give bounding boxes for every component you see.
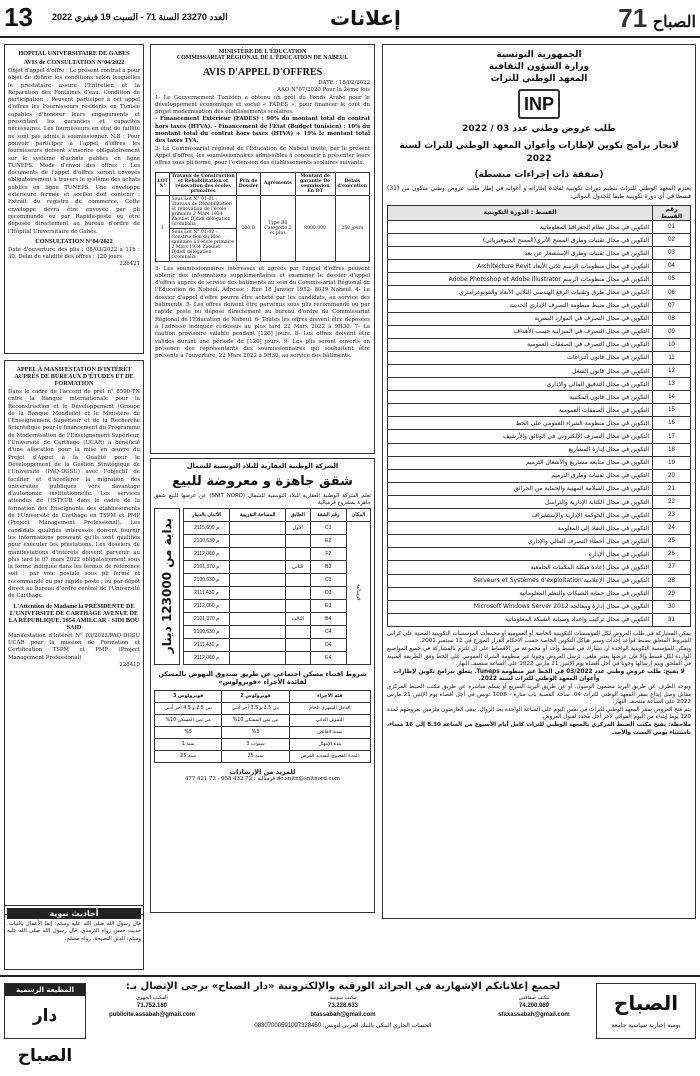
foprolos-table	[154, 690, 371, 763]
table-row	[388, 338, 691, 351]
lot-table	[155, 172, 370, 262]
contact-title: للمزيد من الإرشادات	[229, 767, 296, 776]
office-name: مكتب سوسة	[329, 995, 357, 1001]
table-row	[388, 509, 691, 522]
th-prix: Prix de Dossier	[236, 172, 260, 195]
table-row	[388, 469, 691, 482]
page-header	[0, 0, 700, 38]
table-row	[388, 430, 691, 443]
foprolos-cell: بين 2.5 و 4.5 أجر أدنى	[155, 702, 222, 714]
apt-floor	[285, 651, 310, 664]
course-number: 02	[653, 234, 691, 247]
foprolos-cell: %3	[222, 726, 289, 738]
course-name: التكوين في مجال الإدارة	[388, 548, 653, 561]
office-phone[interactable]: 73.228.633	[327, 1003, 359, 1010]
hospital-consult-2: CONSULTATION N°04/2022	[35, 237, 113, 245]
table-row	[388, 548, 691, 561]
appel-body: Dans le cadre de l'accord de prêt n° 8590-TN entre la Banque internationale pour la Reconstruction et le Développement (Groupe de la Banque Mondiale) et le Ministère de l'Enseignement Supérieur et de la Recherche Scientifique pour le financement du Programme de Modernisation de l'Enseignement Supérieur, l'Université de Carthage (UCAR) a bénéficié d'une allocation pour la mise en œuvre du Projet d'Appui à la Qualité pour le Développement de la Gestion Stratégique de l'Université (PAQ-DGSU) avec l'objectif de faciliter et d'accélérer la migration des universités publiques vers davantage d'autonomie institutionnelle. Les services attendus de l'ISTEUB dans le cadre de la formation des Enseignants des établissements de l'Université de Carthage en TSPM et PMP (Project Management Professional). Les candidats qualifiés intéressés doivent fournir les informations prouvant qu'ils sont qualifiés pour exécuter les prestations. Les dossiers de manifestations d'intérêts doivent parvenir au plus tard le 07 mars 2022 obligatoirement sous la forme indiquée dans les termes de référence soit : par voie postale sous pli fermé et recommandé ou par rapide poste ; ou par dépôt direct au bureau d'ordre central de l'Université de Carthage.	[8, 389, 140, 600]
avis-body-4: 3- Les soumissionnaires intéressés et agréés par l'appel d'offres peuvent obtenir des informations supplémentaires et examiner le dossier d'appel d'offres auprès de service des bâtiments au sein du Commissariat Régional de l'Éducation de Nabeul. Adresse : Rue 18 Janvier 1952- 8019 Nabeul. 4- Le dossier d'appel d'offre pourra être acheté par les candidats, au service des bâtiments. 5- Les offres doivent être parvenus sous plis recommandé ou par rapide poste ou déposé directement au bureau d'ordre du Commissariat Régional de l'Éducation de Nabeul. 6- Toutes les offres doivent être déposées à l'adresse indiquée ci-dessus au plus tard 22 Mars 2022 à 9H30. 7- La caution provisoire valable pendant [120] jours. 8- Les offres doivent être valides durant une période de [120] jours. 9- Les plis seront ouverts en présence des représentants des soumissionnaires qui souhaitent être présents à l'ouverture, 22 Mars 2022 à 9H30, au service des bâtiments.	[155, 265, 370, 360]
apt-floor: الثالث	[285, 612, 310, 625]
apt-unit: E3	[310, 599, 346, 612]
course-name: التكوين في مجال الحوكمة الإدارية والإستشراف	[388, 509, 653, 522]
apt-price: 2م 101,370	[184, 560, 230, 573]
office-item	[283, 995, 403, 1020]
office-item	[92, 995, 212, 1020]
course-number: 31	[653, 613, 691, 626]
table-row	[184, 625, 371, 638]
course-number: 22	[653, 495, 691, 508]
course-name: التكوين في مجال تقنيات وطرق المسح الأثري(المسح الجيوفيزيائي)	[388, 234, 653, 247]
apartments-header	[184, 508, 371, 521]
footer-brand-left[interactable]	[4, 983, 86, 1066]
avis-body-3: 2- Le Commissariat régional de l'Éducation de Nabeul invite, par le présent Appel d'offres, les soumissionnaires admissibles à concourir à présenter leurs offres sous pli fermé, pour l'extension des établissements scolaires suivants.	[155, 145, 370, 167]
table-row	[155, 702, 371, 714]
institute-name: المعهد الوطني للتراث	[490, 74, 588, 85]
foprolos-cell: سنوات 3	[222, 738, 289, 750]
apt-price: 2م 112,060	[184, 599, 230, 612]
table-row	[155, 726, 371, 738]
assabah-tagline: يومية إخبارية سياسية جامعة	[611, 1022, 681, 1029]
course-name: التكوين في مجال الكتابة الإدارية والتراسل	[388, 495, 653, 508]
tender-subtitle: لانجاز برامج تكوين لإطارات وأعوان المعهد الوطني للتراث لسنة 2022	[399, 141, 679, 164]
tender-note: (صفقة ذات إجراءات مبسطة)	[474, 170, 604, 181]
apt-location: قرمبالية	[346, 521, 370, 664]
table-row	[184, 651, 371, 664]
table-row	[388, 482, 691, 495]
apt-price: 2م 115,600	[184, 521, 230, 534]
course-name: التكوين في مجال الصفقات العمومية	[388, 404, 653, 417]
avis-body-2: - Financement Extérieur (FADES) : 90% du montant total du contrat hors taxes (HTVA). - Financement de l'État (Budget tunisien) : 10% du montant total du contrat hors taxes (HTVA) + 19% le montant total des taxes TVA.	[155, 116, 370, 145]
course-number: 07	[653, 299, 691, 312]
price-value: 123000 دينار	[160, 572, 174, 654]
left-column	[4, 44, 144, 924]
training-table	[387, 205, 691, 627]
apt-floor: الثاني	[285, 560, 310, 573]
bank-account: الحساب الجاري البنكي بالبنك العربي لتونس: 08307000591097328450	[254, 1022, 432, 1029]
apt-unit: E2	[310, 534, 346, 547]
apt-area	[230, 586, 286, 599]
course-number: 11	[653, 351, 691, 364]
apt-price: 2م 112,060	[184, 651, 230, 664]
avis-date: DATE : 18/02/2022	[318, 80, 370, 86]
apt-area	[230, 651, 286, 664]
offices-list	[92, 995, 594, 1020]
course-name: التكوين في مجال إعادة هيكلة المكتبات الجامعية	[388, 561, 653, 574]
apt-unit: D4	[310, 638, 346, 651]
foprolos-body	[155, 702, 371, 762]
foprolos-cell: %10 من ثمن المسكن	[155, 714, 222, 726]
table-row	[388, 495, 691, 508]
inp-tender	[382, 44, 696, 919]
footer-tagline: لجميع إعلاناتكم الإشهارية في الجرائد الورقية والإلكترونية «دار الصباح» يرجى الإتصال بـ:	[125, 981, 561, 992]
avis-title: AVIS D'APPEL D'OFFRES	[202, 67, 323, 78]
course-name: التكوين في مجال أخطاء التصرف المالي والإداري	[388, 535, 653, 548]
apt-unit: D3	[310, 586, 346, 599]
table-row	[388, 220, 691, 233]
apt-price: 2م 111,430	[184, 638, 230, 651]
course-number: 28	[653, 574, 691, 587]
lot-price: 200 D	[236, 195, 260, 261]
course-name: التكوين في مجال إدارة ومعالجة Microsoft Windows Server 2012	[388, 600, 653, 613]
foprolos-cell: سنة 1	[155, 738, 222, 750]
hospital-notice	[4, 44, 144, 354]
table-row	[388, 234, 691, 247]
course-name: التكوين في مجال التصرف الإلكتروني في الوثائق والأرشيف	[388, 430, 653, 443]
table-row	[388, 299, 691, 312]
hadith-text: قال رسول الله صلى الله عليه وسلم: إنما الأعمال بالنيات. حديث حسن رواه الترمذي. قال رسول الله صلى الله عليه وسلم: الدين النصيحة. رواه مسلم.	[7, 921, 141, 942]
footer-brand-right[interactable]	[596, 983, 696, 1039]
course-number: 16	[653, 417, 691, 430]
course-number: 23	[653, 509, 691, 522]
course-number: 01	[653, 220, 691, 233]
apartments-table	[183, 508, 371, 665]
table-row	[388, 286, 691, 299]
course-name: التكوين في مجال التصرف في الموارد البشرية	[388, 312, 653, 325]
apt-area	[230, 534, 286, 547]
table-row	[184, 534, 371, 547]
office-email[interactable]: btassabah@gmail.com	[310, 1011, 376, 1018]
course-number: 08	[653, 312, 691, 325]
th-fop2: فوبرولوس 2	[222, 690, 289, 702]
th-num: رقم القسط	[653, 205, 691, 220]
apt-price: 2م 100,630	[184, 534, 230, 547]
appel-title: APPEL À MANIFESTATION D'INTÉRÊT AUPRÈS DE BUREAUX D'ÉTUDES ET DE FORMATION	[14, 366, 134, 387]
dar-assabah-logo: دار الصباح	[17, 1006, 73, 1066]
apt-price: 2م 101,370	[184, 612, 230, 625]
table-row	[388, 365, 691, 378]
table-row	[388, 260, 691, 273]
course-number: 10	[653, 338, 691, 351]
apt-floor	[285, 599, 310, 612]
sublot-1: Sous Lot N° 01-01 : Travaux de Réhabilitation et rénovation de l'école primaire 2 Mars 1934 Zaouiet Djdidi délégation Grombalia	[170, 195, 236, 228]
foprolos-cell: سنة 25	[155, 750, 222, 762]
course-number: 14	[653, 391, 691, 404]
snit-price-banner	[154, 508, 180, 665]
table-row	[388, 391, 691, 404]
course-name: التكوين في مجال قانون الشغل	[388, 365, 653, 378]
apt-floor	[285, 573, 310, 586]
office-phone[interactable]: 71.752.180	[136, 1003, 168, 1010]
table-row	[388, 561, 691, 574]
hospital-footer: Date d'ouverture des plis : 08/03/2022 à 11h : 30. Délai de validité des offres : 120 jours	[8, 246, 140, 261]
snit-title: شقق جاهزة و معروضة للبيع	[172, 474, 353, 489]
apt-area	[230, 599, 286, 612]
course-name: التكوين في مجال طرق وتقنيات الرفع الهندسي الثلاثي الأبعاد والفوتوغرامتري	[388, 286, 653, 299]
table-row	[184, 612, 371, 625]
table-row	[184, 547, 371, 560]
apt-area	[230, 625, 286, 638]
table-row	[156, 195, 370, 228]
th-lot: LOT N°	[156, 172, 170, 195]
price-prefix: بداية من	[160, 518, 174, 569]
apt-floor	[285, 547, 310, 560]
table-row	[155, 750, 371, 762]
brand-number: 71	[618, 3, 648, 33]
office-name: المكتب الجهوي	[136, 995, 168, 1001]
foprolos-cell: %5	[155, 726, 222, 738]
tender-para-6: ملاحظة: يفتح مكتب الضبط المركزي بالمعهد الوطني للتراث كامل أيام الأسبوع من الساعة 8.30 إلى 16 مساء، باستثناء يومي السبت والأحد.	[387, 721, 691, 736]
hospital-body: Objet d'appel d'offre : Le présent contrat a pour objet de définir les conditions selon lesquelles le prestataire assure l'Entretien et la Réparation des Fontaines d'eau. Condition de participation : Peuvent participer à cet appel d'offres les Fournisseurs résidents en Tunisie capables d'honorer leurs engagements et présentant les garanties et capacités nécessaires. Les fournisseurs en état de faillite ne sont pas admis à soumissionner. N.B : Pour pouvoir participer à l'appel d'offres les fournisseurs doivent s'inscrire obligatoirement sur le système d'achats publics en ligne TUNEPS. Mode d'envoi des offres : Les documents de l'appel d'offres seront envoyés obligatoirement à travers le système des achats publics en ligne TUNEPS. Une enveloppe extérieure fermée et scellée doit contenir : Extrait du registre de commerce. Cette enveloppe devra être envoyée par pli recommandé ou par Rapide-poste ou être déposée directement au bureau d'ordre de l'Hôpital Universitaire de Gabès.	[8, 68, 140, 235]
apt-floor	[285, 638, 310, 651]
course-number: 13	[653, 378, 691, 391]
table-row	[388, 312, 691, 325]
th-delais: Délais d'exécution	[335, 172, 369, 195]
appel-notice	[4, 360, 144, 915]
course-name: التكوين في مجال متابعة مشاريع والأشغال الترميم	[388, 456, 653, 469]
table-row	[388, 456, 691, 469]
tender-title: طلب عروض وطني عدد 03 / 2022	[462, 124, 616, 135]
brand-name: الصباح	[652, 12, 696, 31]
course-name: التكوين في مجال منظومات الرسم Adobe Photoshop et Adobe Illustrator	[388, 273, 653, 286]
inp-logo-icon: INP	[518, 89, 560, 119]
table-row	[155, 714, 371, 726]
apt-area	[230, 638, 286, 651]
office-name: مكتب صفاقس	[518, 995, 550, 1001]
table-row	[388, 613, 691, 626]
th-fop3: فوبرولوس 3	[155, 690, 222, 702]
hospital-code: 226421	[119, 261, 140, 268]
table-row	[388, 535, 691, 548]
snit-price-table	[154, 508, 371, 665]
section-title: إعلانات	[330, 6, 401, 30]
foprolos-cell: نسبة الفائض	[289, 726, 370, 738]
course-name: التكوين في مجال إدارة المشاريع	[388, 443, 653, 456]
th-agrements: Agréments	[261, 172, 296, 195]
commissariat-name: COMMISSARIAT RÉGIONAL DE L'ÉDUCATION DE NABEUL	[176, 55, 349, 61]
printer-label: المطبعة الرسمية	[5, 984, 85, 996]
table-row	[388, 443, 691, 456]
apt-price: 2م 100,630	[184, 573, 230, 586]
office-item	[474, 995, 594, 1020]
snit-company: الشركة الوطنية العقارية للبلاد التونسية للشمال	[186, 462, 339, 470]
course-number: 18	[653, 443, 691, 456]
appel-address: L'Attention de Madame la PRÉSIDENTE DE L'UNIVERSITÉ DE CARTHAGE AVENUE DE LA RÉPUBLIQUE, 1054 AMILCAR - SIDI BOU SAID	[8, 602, 140, 631]
lot-agrement: Type B0 Catégorie 2 et plus	[261, 195, 296, 261]
course-number: 24	[653, 522, 691, 535]
avis-body-1: 1- Le Gouvernement Tunisien a obtenu un prêt du Fonds Arabe pour le développement économique et social « FADES », pour financer le coût du projet modernisation des établissements scolaires.	[155, 94, 370, 116]
course-name: التكوين في مجال التصرف في الصفقات العمومية	[388, 338, 653, 351]
course-number: 05	[653, 273, 691, 286]
hadith-title: أحاديث نبوية	[7, 908, 141, 919]
table-row	[388, 351, 691, 364]
course-number: 19	[653, 456, 691, 469]
course-number: 25	[653, 535, 691, 548]
course-name: التكوين في مجال ضبط منظومة التصرف الإداري الحديث	[388, 299, 653, 312]
foprolos-cell: الدخل الشهري الخام	[289, 702, 370, 714]
apt-price: 2م 111,430	[184, 586, 230, 599]
table-row	[388, 600, 691, 613]
table-row	[388, 273, 691, 286]
course-name: التكوين في مجال منظومة الشراء العمومي على الخط	[388, 417, 653, 430]
foprolos-cell: المدة القصوى لتسديد القرض	[289, 750, 370, 762]
course-name: التكوين في مجال نظام الجغرافيا المعلوماتية	[388, 220, 653, 233]
course-number: 27	[653, 561, 691, 574]
course-name: التكوين في مجال تقنيات وطرق الترميم	[388, 469, 653, 482]
issue-line: العدد 23270 السنة 71 - السبت 19 فيفري 2022	[52, 12, 228, 22]
tender-para-2: ويمكن للمؤسسة التكوينية الواحدة أن تشارك في قسط واحد أو مجموعة من الأقساط على أن تلتزم بالمشاركة في جميع المواضيع الواردة لكل قسط وإلا فإن عرضها يعتبر ملغى. ترسل العروض وجوبا عبر منظومة الشراء العمومي على الخط وفق الطريقة المبينة في الملحق ويتم إرسالها وجوبا في أجل أقصاه يوم الإثنين 21 مارس 2022 على الساعة منتصف النهار.	[387, 645, 691, 668]
training-header	[388, 205, 691, 220]
th-category: فئة الأجراء	[289, 690, 370, 702]
course-number: 06	[653, 286, 691, 299]
foprolos-cell: التمويل الذاتي	[289, 714, 370, 726]
course-name: التكوين في مجال النفاذ إلى المعلومة	[388, 522, 653, 535]
ministry-name: MINISTÈRE DE L'ÉDUCATION	[218, 49, 307, 55]
appel-code: 228419	[119, 661, 140, 668]
foprolos-cell: %10 من ثمن المسكن	[222, 714, 289, 726]
republic-name: الجمهورية التونسية	[496, 50, 582, 60]
th-price: الأثمان بالدينار	[184, 508, 230, 521]
th-floor: الطابق	[285, 508, 310, 521]
lot-table-header	[156, 172, 370, 195]
course-number: 29	[653, 587, 691, 600]
training-body	[388, 220, 691, 626]
apt-unit: F2	[310, 547, 346, 560]
course-name: التكوين في مجال تقنيات وطرق الإستشعار عن بعد	[388, 247, 653, 260]
lot-number: 1	[156, 195, 170, 261]
course-name: التكوين في مجال التدقيق المالي والإداري	[388, 378, 653, 391]
tender-para-4: ويوجه الظرف عن طريق البريد مضمون الوصول، أو عن طريق البريد السريع أو يسلم مباشرة عن طريق مكتب الضبط المركزي مقابل وصل إيداع بمقر المعهد الوطني للتراث 04، ساحة القصبة باب منارة - 1008 تونس في أجل أقصاه يوم الإثنين 21 مارس 2022 على الساعة منتصف النهار.	[387, 684, 692, 706]
lot-guarantee: 8000.000	[295, 195, 335, 261]
table-row	[388, 522, 691, 535]
assabah-logo: الصباح	[613, 991, 679, 1015]
course-name: التكوين في مجال حماية الشبكات والنظم المعلوماتية	[388, 587, 653, 600]
course-number: 03	[653, 247, 691, 260]
apt-unit: E4	[310, 651, 346, 664]
apt-floor: الأول	[285, 521, 310, 534]
table-row	[388, 587, 691, 600]
table-row	[155, 738, 371, 750]
course-number: 12	[653, 365, 691, 378]
apt-price: 2م 112,060	[184, 547, 230, 560]
course-number: 20	[653, 469, 691, 482]
tender-para-1: يمكن المشاركة في طلب العروض لكل المؤسسات التكوينية الخاصة أو العمومية أو مجمعات المؤسسات التكوينية المعنية على كراس الشروط المتعلق بضبط قواعد إحداث وسير هياكل التكوين الخاصة حسب الأحكام القرار المؤرخ في 12 سبتمبر 2001.	[386, 630, 691, 645]
table-row	[184, 586, 371, 599]
hadith-box	[4, 905, 144, 970]
avis-appel-offres	[150, 44, 375, 454]
course-name: التكوين في مجال السلامة المهنية والحماية من الحرائق	[388, 482, 653, 495]
tender-para-5: يتم فتح العروض بمقر المعهد الوطني للتراث في نفس اليوم على الساعة الواحدة بعد الزوال. يبقى العارضون ملزمين بعروضهم لمدة 120 يوما إبتداء من اليوم الموالي لآخر أجل محدد لقبول العروض.	[387, 706, 691, 721]
course-number: 17	[653, 430, 691, 443]
table-row	[388, 247, 691, 260]
apt-unit: C3	[310, 573, 346, 586]
appel-footer: Manifestation d'Intérêt N° 03/2022/PAQ-DGSU UCAR pour la mission de Formation et Certification TSPM et PMP (Project Management Professional)	[8, 632, 140, 661]
apt-floor	[285, 534, 310, 547]
page-number: 13	[4, 2, 33, 32]
course-name: التكوين في مجال التصرف في الميزانية حسب الأهداف	[388, 325, 653, 338]
brand-logo[interactable]	[614, 3, 696, 33]
th-area: المساحة التقريبية	[230, 508, 286, 521]
sublot-2: Sous Lot N° 01-02 : Construction du Bloc sanitaire à l'école primaire 2 Mars 1934 Zaouiet Djdidi délégation Grombalia	[170, 228, 236, 261]
foprolos-header	[155, 690, 371, 702]
office-phone[interactable]: 74.200.989	[518, 1003, 550, 1010]
table-row	[388, 574, 691, 587]
office-email[interactable]: sfaxassabah@gmail.com	[498, 1011, 570, 1018]
apt-floor	[285, 586, 310, 599]
course-name: التكوين في مجال منظومات الرسم ثلاثي الأبعاد Architecture Revit	[388, 260, 653, 273]
snit-intro: تعلم الشركة الوطنية العقارية للبلاد التونسية للشمال (SNIT NORD) عن عرضها للبيع شقق جاهزة بمشروع قرمبالية	[154, 493, 371, 507]
hospital-consult: AVIS de CONSULTATION N°04/2022	[23, 59, 125, 66]
foprolos-cell: سنة 25	[222, 750, 289, 762]
hospital-title: HOPITAL UNIVERSITAIRE DE GABES	[18, 50, 130, 57]
course-number: 26	[653, 548, 691, 561]
apt-area	[230, 547, 286, 560]
footer-contacts	[92, 981, 594, 1043]
table-row	[184, 560, 371, 573]
apt-unit: B3	[310, 560, 346, 573]
apartments-body	[184, 521, 371, 664]
lot-delay: 250 jours	[335, 195, 369, 261]
course-number: 30	[653, 600, 691, 613]
office-email[interactable]: publicite.assabah@gmail.com	[109, 1011, 195, 1018]
course-number: 04	[653, 260, 691, 273]
apt-floor	[285, 625, 310, 638]
apt-area	[230, 560, 286, 573]
course-name: التكوين في مجال تركيب وإعداد وصيانة الشبكة المعلوماتية	[388, 613, 653, 626]
tender-intro: يعتزم المعهد الوطني للتراث تنظيم دورات تكوينية لفائدة إطاراته و أعوانه في إطار طلب عروض وطني متكون من (31) قسطا في أي دورة تكوينية طبقا للجدول الموالي:	[387, 184, 691, 200]
th-travaux: Travaux de Construction et Réhabilitation et rénovation des écoles primaires	[171, 173, 235, 194]
table-row	[184, 521, 371, 534]
course-number: 15	[653, 404, 691, 417]
apt-unit: B4	[310, 612, 346, 625]
table-row	[184, 599, 371, 612]
tender-para-3: لا يفتح: طلب عروض وطني عدد 03/2022 في الخط عبر منظومة Tuneps. يتعلق ببرامج تكوين لإطارات وأعوان المعهد الوطني للتراث لسنة 2022.	[393, 668, 685, 683]
foprolos-cell: مدة الإمهال	[289, 738, 370, 750]
table-row	[388, 417, 691, 430]
apt-price: 2م 100,630	[184, 625, 230, 638]
table-row	[184, 638, 371, 651]
page-footer	[0, 975, 700, 1066]
foprolos-cell: بين 2.5 و 3.5 أجر أدنى	[222, 702, 289, 714]
table-row	[388, 378, 691, 391]
table-row	[388, 404, 691, 417]
avis-aao: AAO N°07/2020 Pour la 2ème fois	[277, 87, 370, 94]
foprolos-title: شروط اقتناء مسكن اجتماعي عن طريق صندوق النهوض بالمسكن لفائدة الأجراء «فوبرولوس»	[158, 669, 367, 686]
course-number: 09	[653, 325, 691, 338]
th-place: المكان	[346, 508, 370, 521]
culture-ministry: وزارة الشؤون الثقافية	[488, 62, 590, 73]
course-name: التكوين في مجال قانون النزاعات	[388, 351, 653, 364]
apt-unit: C1	[310, 521, 346, 534]
th-garantie: Montant de garantie De soumission En DT	[295, 172, 335, 195]
course-name: التكوين في مجال قانون المكتبية	[388, 391, 653, 404]
apt-area	[230, 573, 286, 586]
course-number: 21	[653, 482, 691, 495]
course-name: التكوين في مجال الإعلامية Serveurs et Systèmes d'exploitation	[388, 574, 653, 587]
table-row	[184, 573, 371, 586]
apt-area	[230, 612, 286, 625]
th-course: القسط : الدورة التكوينية	[388, 205, 653, 220]
th-unit: رقم الشقة	[310, 508, 346, 521]
table-row	[388, 325, 691, 338]
contact-info: قرمبالية : 72 432 058 - 72 421 477 dc.snitn@snitnord.com	[184, 775, 340, 782]
snit-sale-ad	[150, 458, 375, 913]
apt-area	[230, 521, 286, 534]
apt-unit: C4	[310, 625, 346, 638]
